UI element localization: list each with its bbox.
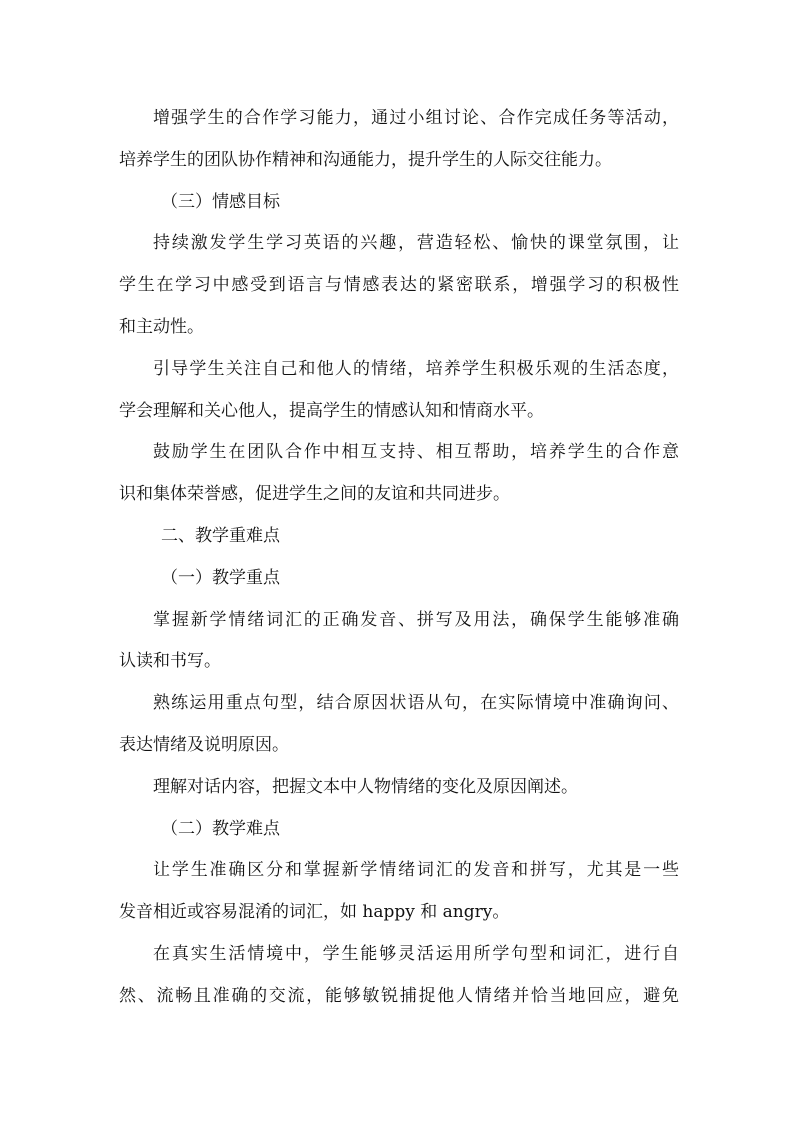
text-line: （一）教学重点 <box>161 567 280 588</box>
text-line: 熟练运用重点句型，结合原因状语从句，在实际情境中准确询问、 <box>153 693 679 714</box>
paragraph <box>119 98 679 182</box>
text-line: 让学生准确区分和掌握新学情绪词汇的发音和拼写，尤其是一些 <box>153 860 679 881</box>
text-line: （二）教学难点 <box>161 818 280 839</box>
text-line: 引导学生关注自己和他人的情绪，培养学生积极乐观的生活态度， <box>153 358 679 379</box>
text-line: 表达情绪及说明原因。 <box>119 734 289 755</box>
text-line: 增强学生的合作学习能力，通过小组讨论、合作完成任务等活动， <box>153 108 679 128</box>
paragraph <box>119 767 679 809</box>
document-body <box>119 98 679 1018</box>
text-line: 学生在学习中感受到语言与情感表达的紧密联系，增强学习的积极性 <box>119 275 679 296</box>
text-line: 鼓励学生在团队合作中相互支持、相互帮助，培养学生的合作意 <box>153 442 679 463</box>
section-heading <box>119 182 679 224</box>
text-line: 认读和书写。 <box>119 651 221 672</box>
text-line: 发音相近或容易混淆的词汇，如 happy 和 angry。 <box>119 902 510 923</box>
text-line: 持续激发学生学习英语的兴趣，营造轻松、愉快的课堂氛围，让 <box>153 233 679 254</box>
paragraph <box>119 683 679 767</box>
paragraph <box>119 600 679 684</box>
text-line: 识和集体荣誉感，促进学生之间的友谊和共同进步。 <box>119 484 510 505</box>
paragraph <box>119 432 679 516</box>
text-line: 二、教学重难点 <box>161 525 280 546</box>
paragraph <box>119 349 679 433</box>
text-line: 掌握新学情绪词汇的正确发音、拼写及用法，确保学生能够准确 <box>153 609 679 630</box>
text-line: 然、流畅且准确的交流，能够敏锐捕捉他人情绪并恰当地回应，避免 <box>119 985 679 1006</box>
paragraph <box>119 223 679 348</box>
section-heading <box>119 809 679 851</box>
text-line: 和主动性。 <box>119 316 204 337</box>
section-heading <box>119 516 679 558</box>
text-line: 理解对话内容，把握文本中人物情绪的变化及原因阐述。 <box>153 776 578 797</box>
paragraph <box>119 934 679 1018</box>
text-line: 学会理解和关心他人，提高学生的情感认知和情商水平。 <box>119 400 544 421</box>
section-heading <box>119 558 679 600</box>
text-line: 在真实生活情境中，学生能够灵活运用所学句型和词汇，进行自 <box>153 943 679 964</box>
text-line: 培养学生的团队协作精神和沟通能力，提升学生的人际交往能力。 <box>119 149 612 170</box>
paragraph <box>119 850 679 934</box>
text-line: （三）情感目标 <box>161 191 280 212</box>
